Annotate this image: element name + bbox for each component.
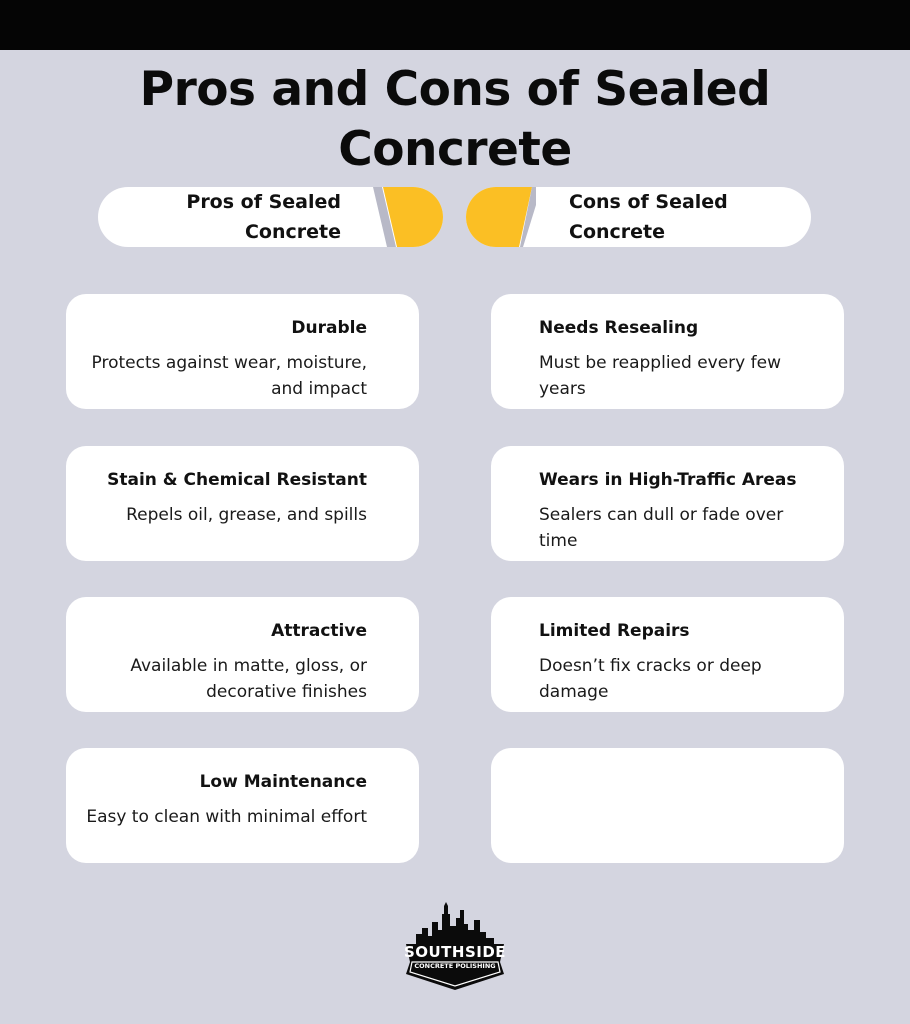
con-card-title: Wears in High-Traffic Areas (539, 470, 797, 490)
pro-card-title: Low Maintenance (199, 772, 367, 792)
pro-card-desc: Available in matte, gloss, or decorative finishes (130, 656, 367, 702)
cons-accent-shape (466, 187, 536, 247)
pro-card-desc: Repels oil, grease, and spills (126, 505, 367, 525)
pro-card-desc: Easy to clean with minimal effort (86, 807, 367, 827)
con-card-title: Needs Resealing (539, 318, 699, 338)
logo-sub-text: CONCRETE POLISHING (414, 962, 496, 970)
pros-header-line1: Pros of Sealed (186, 191, 341, 213)
con-card-desc: Must be reapplied every few years (539, 353, 781, 399)
pro-card-title: Attractive (271, 621, 367, 641)
logo-main-text: SOUTHSIDE (403, 943, 507, 961)
pro-card-desc: Protects against wear, moisture, and impact (91, 353, 367, 399)
pro-card-low-maintenance (66, 748, 419, 863)
pros-header-label (186, 187, 341, 247)
pros-header-line2: Concrete (244, 221, 341, 243)
pro-card-title: Durable (291, 318, 367, 338)
con-card-empty (491, 748, 844, 863)
pro-card-attractive (66, 597, 419, 712)
page-title: Pros and Cons of Sealed Concrete (139, 62, 771, 177)
southside-logo (402, 900, 508, 992)
cons-header (466, 187, 811, 247)
con-card-high-traffic (491, 446, 844, 561)
con-card-limited-repairs (491, 597, 844, 712)
con-card-needs-resealing (491, 294, 844, 409)
con-card-title: Limited Repairs (539, 621, 690, 641)
con-card-desc: Sealers can dull or fade over time (539, 505, 784, 551)
con-card-desc: Doesn’t fix cracks or deep damage (539, 656, 762, 702)
pro-card-stain-resistant (66, 446, 419, 561)
pros-header (98, 187, 443, 247)
top-bar (0, 0, 910, 50)
cons-header-line1: Cons of Sealed (569, 191, 728, 213)
pro-card-durable (66, 294, 419, 409)
cons-header-label (569, 187, 728, 247)
pros-accent-shape (373, 187, 443, 247)
pro-card-title: Stain & Chemical Resistant (107, 470, 367, 490)
cons-header-line2: Concrete (569, 221, 666, 243)
